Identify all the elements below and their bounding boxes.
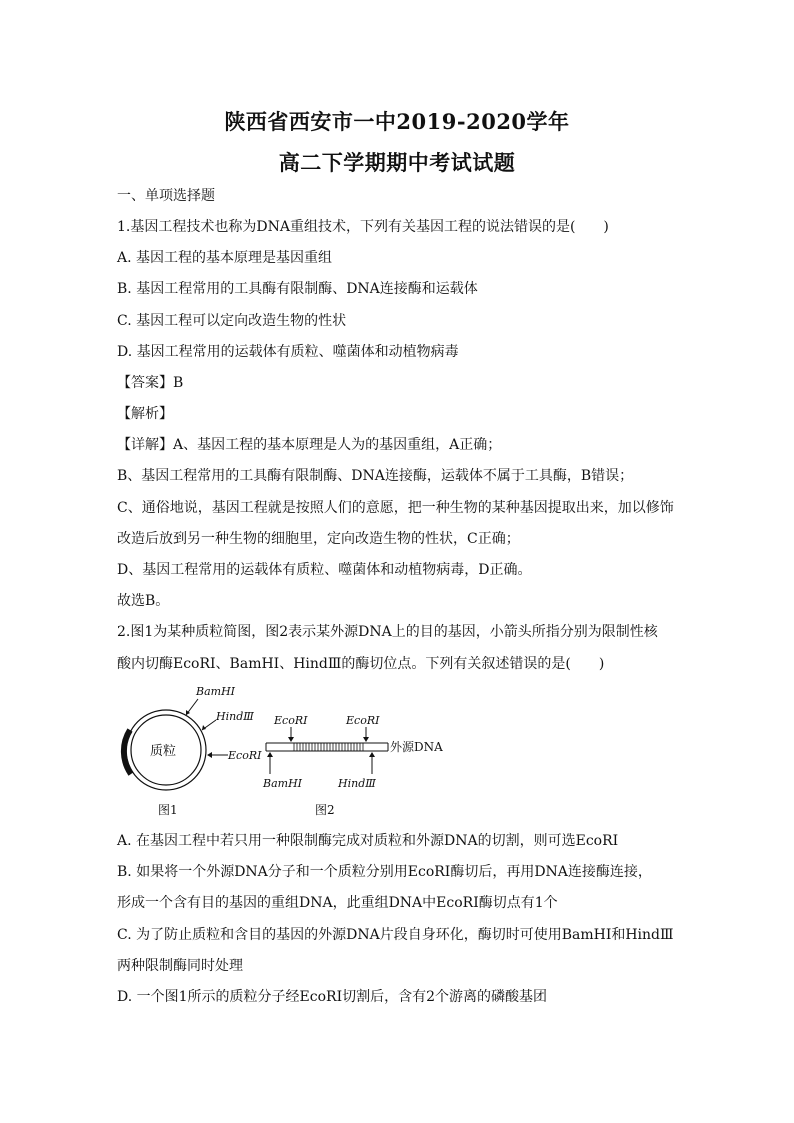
q1-analysis-line: 故选B。 bbox=[117, 593, 170, 609]
dna-ecor-arrowhead-left bbox=[288, 737, 294, 742]
q1-option-b: B. 基因工程常用的工具酶有限制酶、DNA连接酶和运载体 bbox=[117, 281, 478, 297]
dna-ecor-arrowhead-right bbox=[363, 737, 369, 742]
section-heading: 一、单项选择题 bbox=[117, 188, 215, 204]
q1-option-a: A. 基因工程的基本原理是基因重组 bbox=[117, 250, 333, 266]
q2-option-c-cont: 两种限制酶同时处理 bbox=[117, 958, 243, 974]
fig2-caption: 图2 bbox=[315, 803, 335, 817]
plasmid-hind-label: HindⅢ bbox=[216, 710, 254, 723]
q1-analysis-heading: 【解析】 bbox=[117, 406, 173, 422]
dna-ecor-label-left: EcoRⅠ bbox=[274, 714, 308, 727]
plasmid-gene-segment bbox=[124, 730, 131, 774]
plasmid-dna-figure bbox=[118, 684, 448, 820]
q1-option-d: D. 基因工程常用的运载体有质粒、噬菌体和动植物病毒 bbox=[117, 344, 459, 360]
q1-analysis-line: D、基因工程常用的运载体有质粒、噬菌体和动植物病毒，D正确。 bbox=[117, 562, 532, 578]
q2-stem-line-1: 2.图1为某种质粒简图，图2表示某外源DNA上的目的基因，小箭头所指分别为限制性核 bbox=[117, 624, 658, 640]
title-line-1: 陕西省西安市一中2019-2020学年 bbox=[224, 109, 570, 134]
q2-option-b: B. 如果将一个外源DNA分子和一个质粒分别用EcoRⅠ酶切后，再用DNA连接酶连接， bbox=[117, 864, 652, 880]
q1-analysis-line: 改造后放到另一种生物的细胞里，定向改造生物的性状，C正确； bbox=[117, 531, 520, 547]
plasmid-ecor-arrowhead bbox=[207, 752, 212, 758]
q1-stem: 1.基因工程技术也称为DNA重组技术，下列有关基因工程的说法错误的是( ) bbox=[117, 219, 609, 235]
q1-analysis-line: C、通俗地说，基因工程就是按照人们的意愿，把一种生物的某种基因提取出来，加以修饰 bbox=[117, 500, 674, 516]
q2-option-b-cont: 形成一个含有目的基因的重组DNA，此重组DNA中EcoRⅠ酶切点有1个 bbox=[117, 895, 558, 911]
q2-option-a: A. 在基因工程中若只用一种限制酶完成对质粒和外源DNA的切割，则可选EcoRⅠ bbox=[117, 833, 619, 849]
dna-hind-label: HindⅢ bbox=[338, 777, 376, 790]
q2-option-d: D. 一个图1所示的质粒分子经EcoRⅠ切割后，含有2个游离的磷酸基团 bbox=[117, 989, 547, 1005]
q2-option-c: C. 为了防止质粒和含目的基因的外源DNA片段自身环化，酶切时可使用BamHⅠ和HindⅢ bbox=[117, 927, 674, 943]
q1-analysis-line: 【详解】A、基因工程的基本原理是人为的基因重组，A正确； bbox=[117, 437, 502, 453]
dna-hind-arrowhead bbox=[369, 752, 375, 757]
q2-stem-line-2: 酸内切酶EcoRⅠ、BamHⅠ、HindⅢ的酶切位点。下列有关叙述错误的是( ) bbox=[117, 656, 605, 672]
q1-answer: 【答案】B bbox=[117, 375, 184, 391]
fig1-caption: 图1 bbox=[158, 803, 178, 817]
dna-ecor-label-right: EcoRⅠ bbox=[346, 714, 380, 727]
dna-target-gene-hatch bbox=[294, 743, 363, 751]
plasmid-label: 质粒 bbox=[150, 744, 177, 759]
plasmid-ecor-label: EcoRⅠ bbox=[228, 749, 262, 762]
foreign-dna-label: 外源DNA bbox=[390, 740, 443, 754]
dna-bamh-arrowhead bbox=[267, 752, 273, 757]
dna-bamh-label: BamHⅠ bbox=[263, 777, 303, 790]
q1-option-c: C. 基因工程可以定向改造生物的性状 bbox=[117, 313, 347, 329]
q1-analysis-line: B、基因工程常用的工具酶有限制酶、DNA连接酶，运载体不属于工具酶，B错误； bbox=[117, 468, 634, 484]
title-line-2: 高二下学期期中考试试题 bbox=[278, 150, 516, 175]
plasmid-bamh-label: BamHⅠ bbox=[196, 685, 236, 698]
